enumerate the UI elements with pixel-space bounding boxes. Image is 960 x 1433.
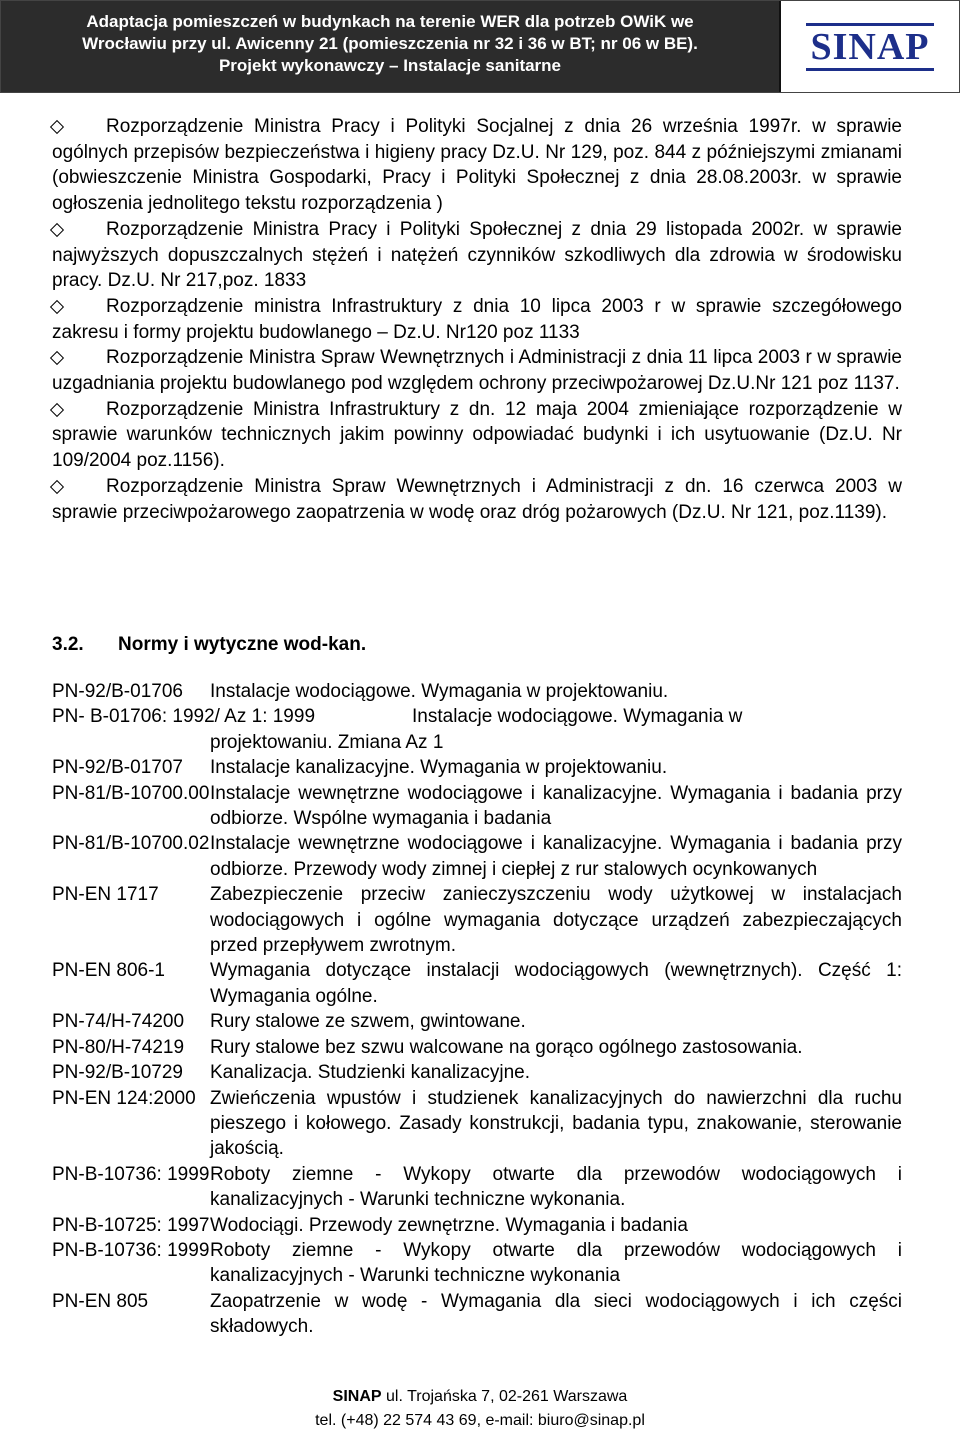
title-line-1: Adaptacja pomieszczeń w budynkach na terenie WER dla potrzeb OWiK we: [86, 12, 694, 31]
norm-description: Roboty ziemne - Wykopy otwarte dla przewodów wodociągowych i kanalizacyjnych - Warunki techniczne wykonania.: [210, 1163, 902, 1211]
regulation-item: [52, 114, 902, 217]
norm-row: [52, 704, 902, 755]
footer-address-line: [0, 1385, 960, 1409]
footer-brand: SINAP: [332, 1388, 382, 1405]
norm-description: Rury stalowe bez szwu walcowane na gorąco ogólnego zastosowania.: [210, 1036, 803, 1058]
norm-description: Instalacje wewnętrzne wodociągowe i kanalizacyjne. Wymagania i badania przy odbiorze. Wspólne wymagania i badania: [210, 782, 902, 830]
norm-code: PN-92/B-10729: [52, 1062, 183, 1084]
norm-code: PN-EN 1717: [52, 884, 159, 906]
regulation-text: Rozporządzenie Ministra Spraw Wewnętrznych i Administracji z dnia 11 lipca 2003 r w sprawie uzgadniania projektu budowlanego pod względem ochrony przeciwpożarowej Dz.U.Nr 121 poz 1137.: [52, 347, 902, 395]
footer-address: ul. Trojańska 7, 02-261 Warszawa: [381, 1388, 628, 1405]
regulation-item: [52, 474, 902, 525]
norm-description: Rury stalowe ze szwem, gwintowane.: [210, 1011, 526, 1033]
page-footer: [0, 1385, 960, 1433]
regulation-item: [52, 397, 902, 474]
document-title: [1, 1, 781, 92]
regulation-item: [52, 345, 902, 396]
page-header: [0, 0, 960, 93]
norm-row: [52, 1238, 902, 1289]
section-number: 3.2.: [52, 634, 84, 655]
norm-code: PN-80/H-74219: [52, 1036, 185, 1058]
norm-description: Wodociągi. Przewody zewnętrzne. Wymagania i badania: [210, 1214, 688, 1236]
regulation-text: Rozporządzenie Ministra Infrastruktury z dn. 12 maja 2004 zmieniające rozporządzenie w sprawie warunków technicznych jakim powinny odpowiadać budynki i ich usytuowanie (Dz.U. Nr 109/2004 poz.1156).: [52, 398, 902, 472]
section-heading: [52, 632, 366, 658]
norm-description: Zabezpieczenie przeciw zanieczyszczeniu wody użytkowej w instalacjach wodociągowych i ogólne wymagania dotyczące urządzeń zabezpieczających przed przepływem zwrotnym.: [210, 884, 902, 957]
norm-code: PN- B-01706: 1992/ Az 1: 1999: [52, 706, 316, 728]
norm-row: [52, 1213, 902, 1238]
regulation-text: Rozporządzenie ministra Infrastruktury z dnia 10 lipca 2003 r w sprawie szczegółowego zakresu i formy projektu budowlanego – Dz.U. Nr120 poz 1133: [52, 295, 902, 343]
norm-code: PN-B-10736: 1999: [52, 1163, 210, 1185]
norm-row: [52, 755, 902, 780]
norm-code: PN-B-10736: 1999: [52, 1239, 210, 1261]
regulation-text: Rozporządzenie Ministra Pracy i Polityki Socjalnej z dnia 26 września 1997r. w sprawie ogólnych przepisów bezpieczeństwa i higieny pracy Dz.U. Nr 129, poz. 844 z późniejszymi zmianami (obwieszczenie Ministra Gospodarki, Pracy i Polityki Społecznej z dnia 28.08.2003r. w sprawie ogłoszenia jednolitego tekstu rozporządzenia ): [52, 116, 902, 215]
norm-row: [52, 781, 902, 832]
norm-code: PN-EN 806-1: [52, 960, 165, 982]
norm-description: Wymagania dotyczące instalacji wodociągowych (wewnętrznych). Część 1: Wymagania ogólne.: [210, 960, 902, 1007]
title-line-2: Wrocławiu przy ul. Awicenny 21 (pomieszczenia nr 32 i 36 w BT; nr 06 w BE).: [82, 34, 698, 53]
norm-row: [52, 831, 902, 882]
section-title: Normy i wytyczne wod-kan.: [118, 634, 367, 655]
logo-box: [781, 1, 959, 92]
norm-code: PN-92/B-01707: [52, 757, 183, 779]
norm-row: [52, 1086, 902, 1162]
norm-row: [52, 1289, 902, 1340]
sinap-logo: SINAP: [806, 23, 933, 71]
norm-description: Roboty ziemne - Wykopy otwarte dla przewodów wodociągowych i kanalizacyjnych - Warunki techniczne wykonania: [210, 1239, 902, 1287]
norm-description: Instalacje wewnętrzne wodociągowe i kanalizacyjne. Wymagania i badania przy odbiorze. Przewody wody zimnej i ciepłej z rur stalowych ocynkowanych: [210, 833, 902, 880]
norm-description: Instalacje kanalizacyjne. Wymagania w projektowaniu.: [210, 757, 668, 779]
norm-description: Zwieńczenia wpustów i studzienek kanalizacyjnych do nawierzchni dla ruchu pieszego i kołowego. Zasady konstrukcji, badania typu, znakowanie, sterowanie jakością.: [210, 1087, 902, 1160]
norm-description: Kanalizacja. Studzienki kanalizacyjne.: [210, 1062, 531, 1084]
title-line-3: Projekt wykonawczy – Instalacje sanitarne: [218, 56, 562, 75]
norm-row: [52, 882, 902, 958]
norm-description: Instalacje wodociągowe. Wymagania w: [412, 706, 743, 728]
footer-contact: tel. (+48) 22 574 43 69, e-mail: biuro@sinap.pl: [315, 1412, 645, 1429]
norm-code: PN-92/B-01706: [52, 681, 183, 702]
norm-row: [52, 1060, 902, 1085]
norm-code: PN-EN 805: [52, 1290, 149, 1312]
norm-code: PN-B-10725: 1997: [52, 1214, 210, 1236]
regulations-list: [52, 114, 902, 525]
norm-code: PN-74/H-74200: [52, 1011, 185, 1033]
norm-row: [52, 679, 902, 704]
norm-code: PN-81/B-10700.00: [52, 782, 210, 804]
regulation-text: Rozporządzenie Ministra Spraw Wewnętrznych i Administracji z dn. 16 czerwca 2003 w sprawie przeciwpożarowego zaopatrzenia w wodę oraz dróg pożarowych (Dz.U. Nr 121, poz.1139).: [52, 475, 902, 523]
regulation-text: Rozporządzenie Ministra Pracy i Polityki Społecznej z dnia 29 listopada 2002r. w sprawie najwyższych dopuszczalnych stężeń i natężeń czynników szkodliwych dla zdrowia w środowisku pracy. Dz.U. Nr 217,poz. 1833: [52, 218, 902, 292]
norm-code: PN-81/B-10700.02: [52, 833, 210, 855]
regulation-item: [52, 294, 902, 345]
norm-row: [52, 958, 902, 1009]
norm-row: [52, 1009, 902, 1034]
norm-code: PN-EN 124:2000: [52, 1087, 196, 1109]
norm-description: Zaopatrzenie w wodę - Wymagania dla sieci wodociągowych i ich części składowych.: [210, 1290, 902, 1338]
norm-description: Instalacje wodociągowe. Wymagania w projektowaniu.: [210, 681, 669, 702]
norm-row: [52, 1162, 902, 1213]
regulation-item: [52, 217, 902, 294]
norm-description-continued: projektowaniu. Zmiana Az 1: [210, 731, 444, 753]
norms-list: [52, 679, 902, 1340]
norm-row: [52, 1035, 902, 1060]
